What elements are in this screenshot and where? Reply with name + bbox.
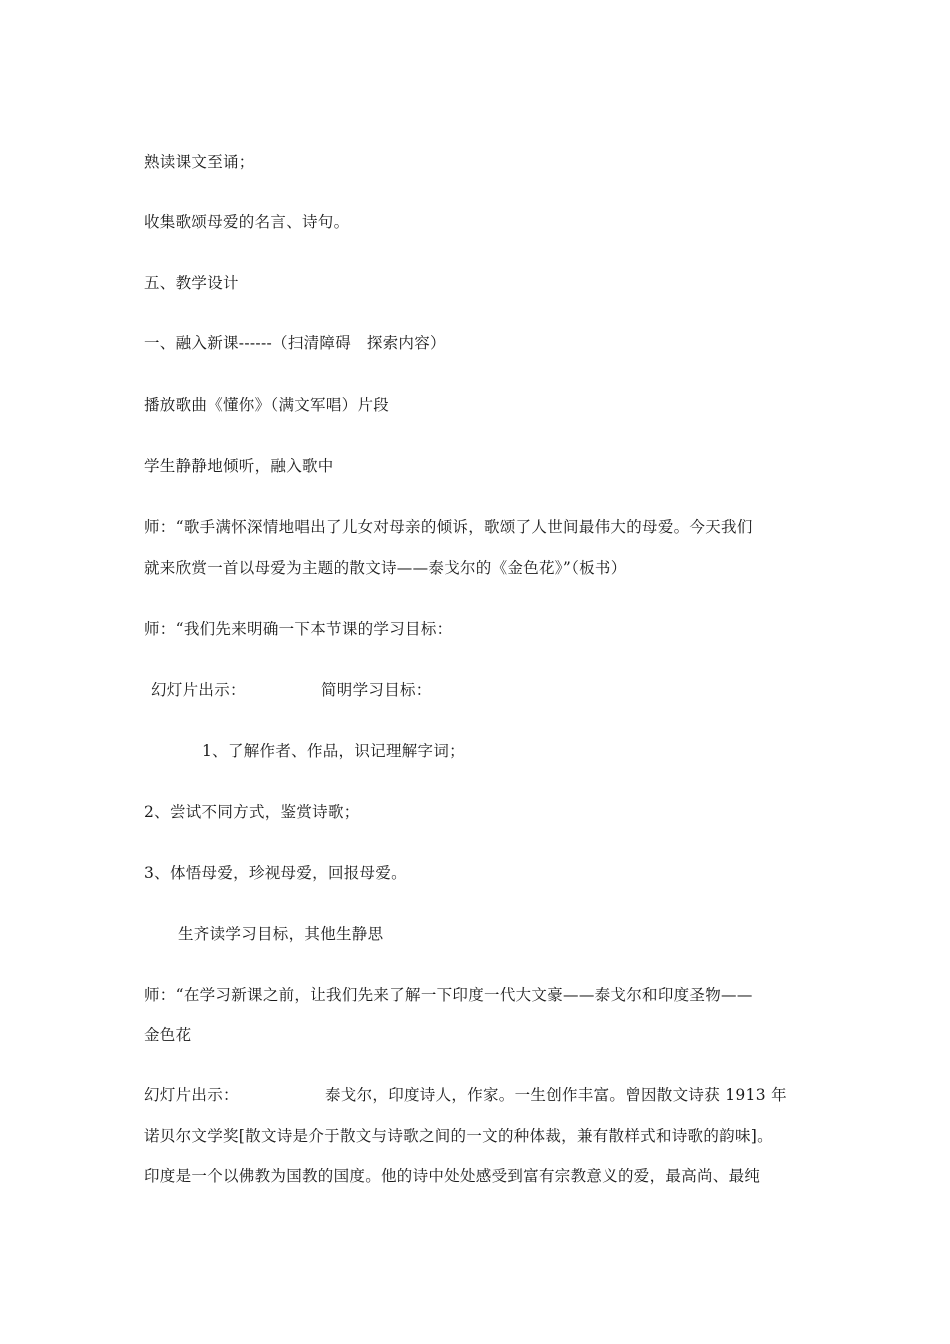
goal-item: 3、体悟母爱，珍视母爱，回报母爱。: [144, 864, 407, 882]
slide-content: 泰戈尔，印度诗人，作家。一生创作丰富。曾因散文诗获 1913 年: [325, 1086, 787, 1104]
text-line: 师：“歌手满怀深情地唱出了儿女对母亲的倾诉，歌颂了人世间最伟大的母爱。今天我们: [144, 518, 753, 536]
section-heading: 五、教学设计: [144, 274, 239, 292]
text-line: 印度是一个以佛教为国教的国度。他的诗中处处感受到富有宗教意义的爱，最高尚、最纯: [144, 1167, 761, 1185]
goal-item: 1、了解作者、作品，识记理解字词；: [202, 742, 465, 760]
text-line: 师：“我们先来明确一下本节课的学习目标：: [144, 620, 453, 638]
text-line: 就来欣赏一首以母爱为主题的散文诗——泰戈尔的《金色花》”（板书）: [144, 559, 627, 577]
text-line: 学生静静地倾听，融入歌中: [144, 457, 334, 475]
text-line: 播放歌曲《懂你》（满文军唱）片段: [144, 396, 390, 414]
text-line: 师：“在学习新课之前，让我们先来了解一下印度一代大文豪——泰戈尔和印度圣物——: [144, 986, 753, 1004]
text-line: 收集歌颂母爱的名言、诗句。: [144, 213, 350, 231]
subsection-heading: 一、融入新课------（扫清障碍 探索内容）: [144, 334, 446, 352]
goal-item: 2、尝试不同方式，鉴赏诗歌；: [144, 803, 360, 821]
text-line: 熟读课文至诵；: [144, 153, 255, 171]
text-line: 生齐读学习目标，其他生静思: [178, 925, 384, 943]
text-line: 诺贝尔文学奖[散文诗是介于散文与诗歌之间的一文的种体裁，兼有散样式和诗歌的韵味]。: [144, 1127, 773, 1145]
slide-label: 幻灯片出示：: [151, 681, 246, 699]
slide-label: 幻灯片出示：: [144, 1086, 239, 1104]
text-line: 金色花: [144, 1026, 192, 1044]
slide-title: 简明学习目标：: [321, 681, 432, 699]
